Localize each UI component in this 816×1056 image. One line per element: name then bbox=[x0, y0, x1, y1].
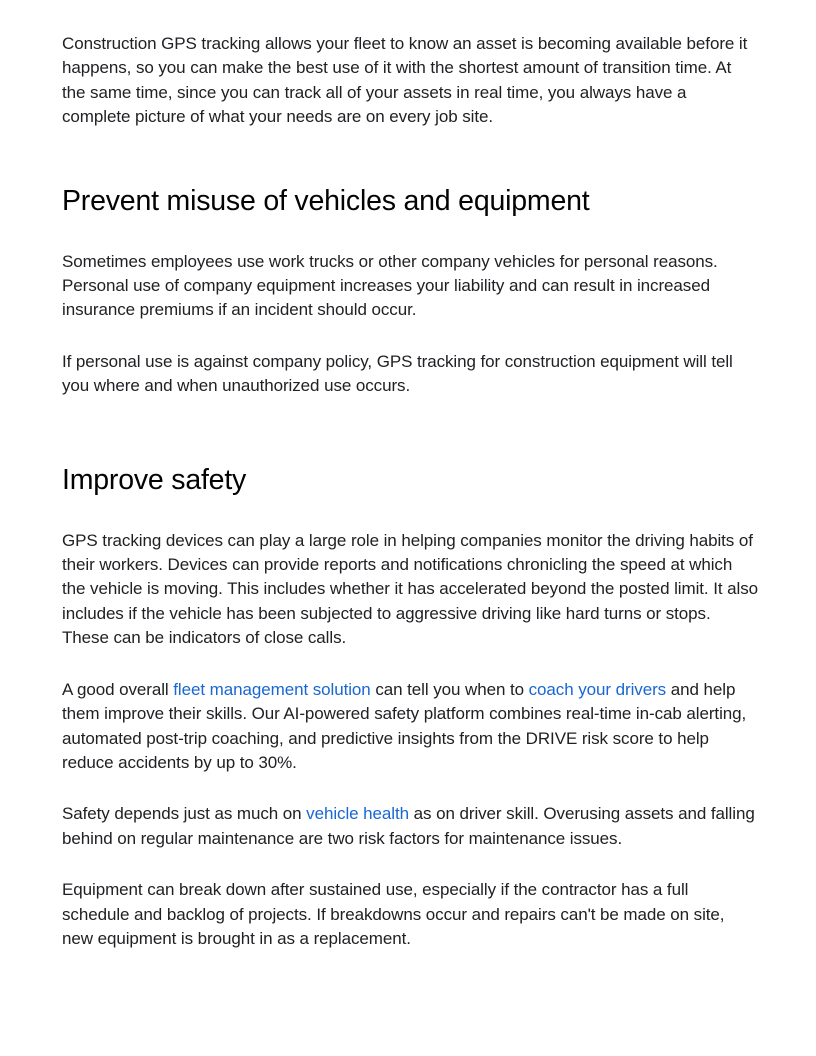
heading-improve-safety: Improve safety bbox=[62, 463, 247, 496]
link-fleet-management-solution[interactable]: fleet management solution bbox=[173, 679, 371, 699]
spacer bbox=[62, 851, 759, 878]
text-run: and help them improve their skills. Our AI-powered safety platform combines real-time in-cab alerting, automated post-trip coaching, and predictive insights from the DRIVE risk score to help reduce accidents by up to 30%. bbox=[62, 679, 747, 772]
spacer bbox=[62, 399, 759, 463]
document-content-column bbox=[62, 32, 759, 951]
text-run: A good overall bbox=[62, 679, 174, 699]
paragraph-personal-use-policy: If personal use is against company policy, GPS tracking for construction equipment will tell you where and when unauthorized use occurs. bbox=[62, 351, 733, 396]
paragraph-sometimes-employees: Sometimes employees use work trucks or other company vehicles for personal reasons. Personal use of company equipment increases your liability and can result in increased insurance premiums if an incident should occur. bbox=[62, 251, 718, 320]
spacer bbox=[62, 323, 759, 350]
text-run: can tell you when to bbox=[370, 679, 529, 699]
spacer bbox=[62, 497, 759, 529]
spacer bbox=[62, 218, 759, 250]
paragraph-safety-depends bbox=[62, 802, 759, 851]
spacer bbox=[62, 651, 759, 678]
text-run: as on driver skill. Overusing assets and falling behind on regular maintenance are two risk factors for maintenance issues. bbox=[62, 804, 755, 848]
paragraph-good-overall-fleet bbox=[62, 678, 759, 776]
paragraph-equipment-break-down: Equipment can break down after sustained use, especially if the contractor has a full schedule and backlog of projects. If breakdowns occur and repairs can't be made on site, new equipment is brought in as a replacement. bbox=[62, 880, 725, 948]
paragraph-construction-gps-tracking: Construction GPS tracking allows your fleet to know an asset is becoming available before it happens, so you can make the best use of it with the shortest amount of transition time. At the same time, since you can track all of your assets in real time, you always have a complete picture of what your needs are on every job site. bbox=[62, 34, 748, 127]
link-coach-your-drivers[interactable]: coach your drivers bbox=[528, 679, 667, 699]
spacer bbox=[62, 130, 759, 184]
text-run: Safety depends just as much on bbox=[62, 804, 307, 824]
spacer bbox=[62, 775, 759, 802]
link-vehicle-health[interactable]: vehicle health bbox=[306, 804, 410, 824]
paragraph-gps-tracking-devices: GPS tracking devices can play a large role in helping companies monitor the driving habits of their workers. Devices can provide reports and notifications chronicling the speed at which the vehicle is moving. This includes whether it has accelerated beyond the posted limit. It also includes if the vehicle has been subjected to aggressive driving like hard turns or stops. These can be indicators of close calls. bbox=[62, 530, 758, 648]
heading-prevent-misuse: Prevent misuse of vehicles and equipment bbox=[62, 184, 590, 217]
